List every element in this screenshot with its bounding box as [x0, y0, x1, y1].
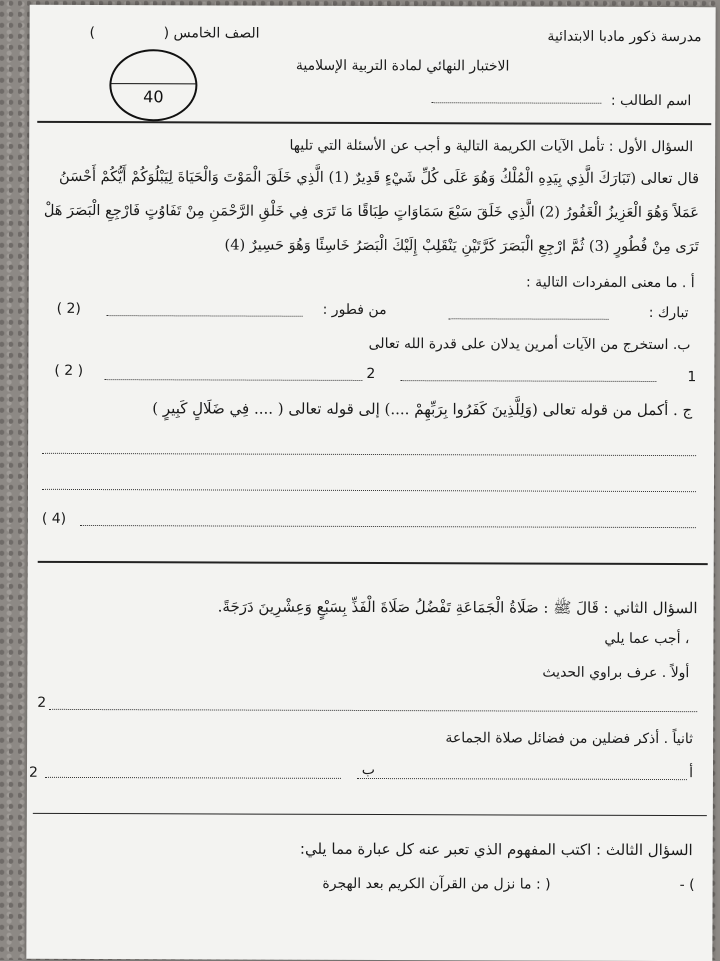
- q1-b-num1: 1: [687, 369, 697, 386]
- q1-b-answer1-blank[interactable]: [400, 380, 656, 382]
- q1-b-answer2-blank[interactable]: [104, 379, 362, 381]
- q1-divider: [38, 561, 708, 565]
- q2-second-a: أ: [689, 765, 694, 782]
- grade-close-paren: ): [89, 25, 96, 42]
- q3-item1: ( : ما نزل من القرآن الكريم بعد الهجرة: [322, 875, 551, 893]
- q3-item1-open: - (: [679, 877, 695, 894]
- q1-b-num2: 2: [366, 365, 376, 383]
- q2-second-b: ب: [361, 761, 376, 779]
- q1-c-blank-1[interactable]: [42, 453, 696, 456]
- q1-a-title: أ . ما معنى المفردات التالية :: [526, 274, 695, 292]
- q2-instruction: ، أجب عما يلي: [604, 630, 690, 648]
- q1-verse-line-3: تَرَى مِنْ فُطُورٍ (3) ثُمَّ ارْجِعِ الْبَصَرَ كَرَّتَيْنِ يَنْقَلِبْ إِلَيْكَ الْبَصَرُ خَاسِئًا وَهُوَ حَسِيرٌ (4): [224, 237, 699, 256]
- exam-title: الاختبار النهائي لمادة التربية الإسلامية: [295, 57, 510, 75]
- q1-c-blank-2[interactable]: [42, 489, 696, 492]
- q2-second-a-blank[interactable]: [357, 778, 687, 780]
- q2-title: السؤال الثاني : قَالَ ﷺ : صَلَاةُ الْجَمَاعَةِ تَفْضُلُ صَلَاةَ الْفَذِّ بِسَبْعٍ وَعِشْرِينَ دَرَجَةً.: [217, 597, 698, 618]
- q2-first-marks: 2: [37, 694, 47, 711]
- q1-a-word1: تبارك :: [648, 304, 689, 322]
- q3-title: السؤال الثالث : اكتب المفهوم الذي تعبر عنه كل عبارة مما يلي:: [299, 839, 693, 860]
- q2-second-b-blank[interactable]: [45, 777, 341, 779]
- q1-verse-line-2: عَمَلاً وَهُوَ الْعَزِيزُ الْغَفُورُ (2) الَّذِي خَلَقَ سَبْعَ سَمَاوَاتٍ طِبَاقًا مَا تَرَى فِي خَلْقِ الرَّحْمَنِ مِنْ تَفَاوُتٍ فَارْجِعِ الْبَصَرَ هَلْ: [43, 202, 699, 222]
- q2-second: ثانياً . أذكر فضلين من فضائل صلاة الجماعة: [445, 730, 694, 748]
- q2-first-blank[interactable]: [49, 709, 697, 712]
- q1-c-marks: ( 4): [41, 510, 67, 527]
- q1-title: السؤال الأول : تأمل الآيات الكريمة التالية و أجب عن الأسئلة التي تليها: [289, 137, 694, 156]
- q2-divider: [33, 813, 707, 816]
- score-divider: [111, 83, 195, 84]
- grade-label: الصف الخامس (: [163, 25, 260, 42]
- score-circle: [109, 49, 197, 121]
- student-name-blank[interactable]: [431, 102, 601, 104]
- exam-paper: [26, 5, 715, 961]
- q2-first: أولاً . عرف براوي الحديث: [542, 664, 690, 682]
- q1-b-title: ب. استخرج من الآيات أمرين يدلان على قدرة الله تعالى: [368, 335, 691, 354]
- q1-a-word2: من فطور :: [322, 301, 387, 319]
- student-name-label: اسم الطالب :: [610, 92, 692, 110]
- q1-a-marks: ( 2): [56, 300, 81, 317]
- q1-a-word2-blank[interactable]: [107, 315, 303, 317]
- q1-c-title: ج . أكمل من قوله تعالى (وَلِلَّذِينَ كَفَرُوا بِرَبِّهِمْ ....) إلى قوله تعالى ( .... فِي ضَلَالٍ كَبِيرٍ ): [152, 399, 693, 420]
- score-total: 40: [143, 87, 164, 107]
- school-name: مدرسة ذكور مادبا الابتدائية: [547, 28, 702, 46]
- q1-b-marks: ( 2 ): [54, 362, 84, 379]
- header-divider: [37, 121, 711, 125]
- q1-a-word1-blank[interactable]: [449, 318, 609, 320]
- q1-c-blank-3[interactable]: [80, 525, 696, 528]
- q2-second-marks: 2: [28, 764, 38, 781]
- q1-verse-line-1: قال تعالى (تَبَارَكَ الَّذِي بِيَدِهِ الْمُلْكُ وَهُوَ عَلَى كُلِّ شَيْءٍ قَدِيرٌ (1) الَّذِي خَلَقَ الْمَوْتَ وَالْحَيَاةَ لِيَبْلُوَكُمْ أَيُّكُمْ أَحْسَنُ: [59, 168, 700, 188]
